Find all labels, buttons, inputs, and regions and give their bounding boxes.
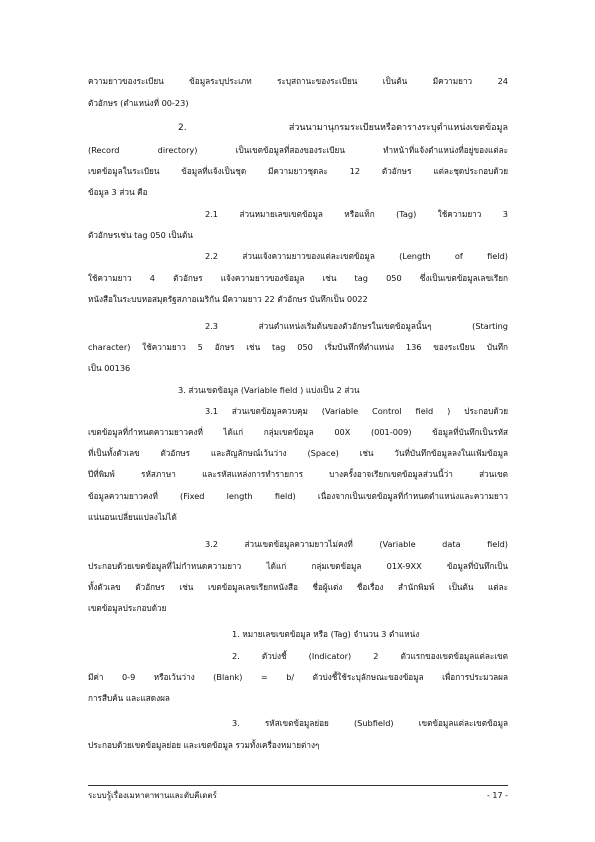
list-item-3: 3. รหัสเขตข้อมูลย่อย (Subfield) เขตข้อมูลแต่ละเขตข้อมูล: [232, 718, 508, 728]
footer-title: ระบบรู้เรื่องเมหาตาพานและตับคีเดตร์: [88, 791, 217, 800]
subsection-2-1: 2.1 ส่วนหมายเลขเขตข้อมูล หรือแท็ก (Tag) ใช้ความยาว 3: [205, 209, 508, 219]
body-line-17: เขตข้อมูลที่กำหนดความยาวคงที่ ได้แก่ กลุ่มเขตข้อมูล 00X (001-009) ข้อมูลที่บันทึกเป็นรหัส: [88, 427, 508, 437]
list-item-2: 2. ตัวบ่งชี้ (Indicator) 2 ตัวแรกของเขตข้อมูลแต่ละเขต: [232, 651, 508, 661]
body-line-11: หนังสือในระบบหอสมุดรัฐสภาอเมริกัน มีความยาว 22 ตัวอักษร บันทึกเป็น 0022: [88, 294, 368, 304]
body-line-18: ที่เป็นทั้งตัวเลข ตัวอักษร และสัญลักษณ์เว้นว่าง (Space) เช่น วันที่บันทึกข้อมูลลงในแฟ้มข้อมูล: [88, 448, 508, 458]
body-line-10: ใช้ความยาว 4 ตัวอักษร แจ้งความยาวของข้อมูล เช่น tag 050 ซึ่งเป็นเขตข้อมูลเลขเรียก: [88, 273, 508, 283]
body-line-25: เขตข้อมูลประกอบด้วย: [88, 603, 167, 613]
body-line-29: การสืบค้น และแสดงผล: [88, 693, 170, 703]
body-line-1: ความยาวของระเบียน ข้อมูลระบุประเภท ระบุสถานะของระเบียน เป็นต้น มีความยาว 24: [88, 76, 508, 86]
subsection-2-2: 2.2 ส่วนแจ้งความยาวของแต่ละเขตข้อมูล (Length of field): [205, 251, 508, 261]
body-line-8: ตัวอักษรเช่น tag 050 เป็นต้น: [88, 230, 193, 240]
footer-page-number: - 17 -: [486, 791, 508, 800]
subsection-3-2: 3.2 ส่วนเขตข้อมูลความยาวไม่คงที่ (Variable data field): [205, 539, 508, 549]
body-line-28: มีค่า 0-9 หรือเว้นว่าง (Blank) = b/ ตัวบ่งชี้ใช้ระบุลักษณะของข้อมูล เพื่อการประมวลผล: [88, 672, 508, 682]
body-line-19: ปีที่พิมพ์ รหัสภาษา และรหัสแหล่งการทำรายการ บางครั้งอาจเรียกเขตข้อมูลส่วนนี้ว่า ส่วนเขต: [88, 469, 508, 479]
body-line-23: ประกอบด้วยเขตข้อมูลที่ไม่กำหนดความยาว ได้แก่ กลุ่มเขตข้อมูล 01X-9XX ข้อมูลที่บันทึกเป็น: [88, 561, 508, 571]
body-line-6: ข้อมูล 3 ส่วน คือ: [88, 187, 148, 197]
body-line-14: เป็น 00136: [88, 363, 131, 373]
section-heading-2: 2. ส่วนนามานุกรมระเบียนหรือตารางระบุตำแหน่งเขตข้อมูล: [178, 123, 508, 133]
footer-divider: [88, 785, 508, 786]
body-line-24: ทั้งตัวเลข ตัวอักษร เช่น เขตข้อมูลเลขเรียกหนังสือ ชื่อผู้แต่ง ชื่อเรื่อง สำนักพิมพ์ เป็นต้น แต่ละ: [88, 582, 508, 592]
body-line-4: (Record directory) เป็นเขตข้อมูลที่สองของระเบียน ทำหน้าที่แจ้งตำแหน่งที่อยู่ของแต่ละ: [88, 145, 508, 155]
body-line-31: ประกอบด้วยเขตข้อมูลย่อย และเขตข้อมูล รวมทั้งเครื่องหมายต่างๆ: [88, 740, 320, 750]
body-line-13: character) ใช้ความยาว 5 อักษร เช่น tag 050 เริ่มบันทึกที่ตำแหน่ง 136 ของระเบียน บันทึก: [88, 342, 508, 352]
subsection-3-1: 3.1 ส่วนเขตข้อมูลควบคุม (Variable Control field ) ประกอบด้วย: [205, 406, 508, 416]
body-line-5: เขตข้อมูลในระเบียน ข้อมูลที่แจ้งเป็นชุด มีความยาวชุดละ 12 ตัวอักษร แต่ละชุดประกอบด้วย: [88, 166, 508, 176]
section-heading-3: 3. ส่วนเขตข้อมูล (Variable field ) แบ่งเป็น 2 ส่วน: [178, 385, 360, 395]
body-line-20: ข้อมูลความยาวคงที่ (Fixed length field) เนื่องจากเป็นเขตข้อมูลที่กำหนดตำแหน่งและความยาว: [88, 491, 508, 501]
list-item-1: 1. หมายเลขเขตข้อมูล หรือ (Tag) จำนวน 3 ตำแหน่ง: [232, 629, 420, 639]
body-line-21: แน่นอนเปลี่ยนแปลงไม่ได้: [88, 512, 177, 522]
body-line-2: ตัวอักษร (ตำแหน่งที่ 00-23): [88, 98, 189, 108]
subsection-2-3: 2.3 ส่วนตำแหน่งเริ่มต้นของตัวอักษรในเขตข้อมูลนั้นๆ (Starting: [205, 321, 508, 331]
